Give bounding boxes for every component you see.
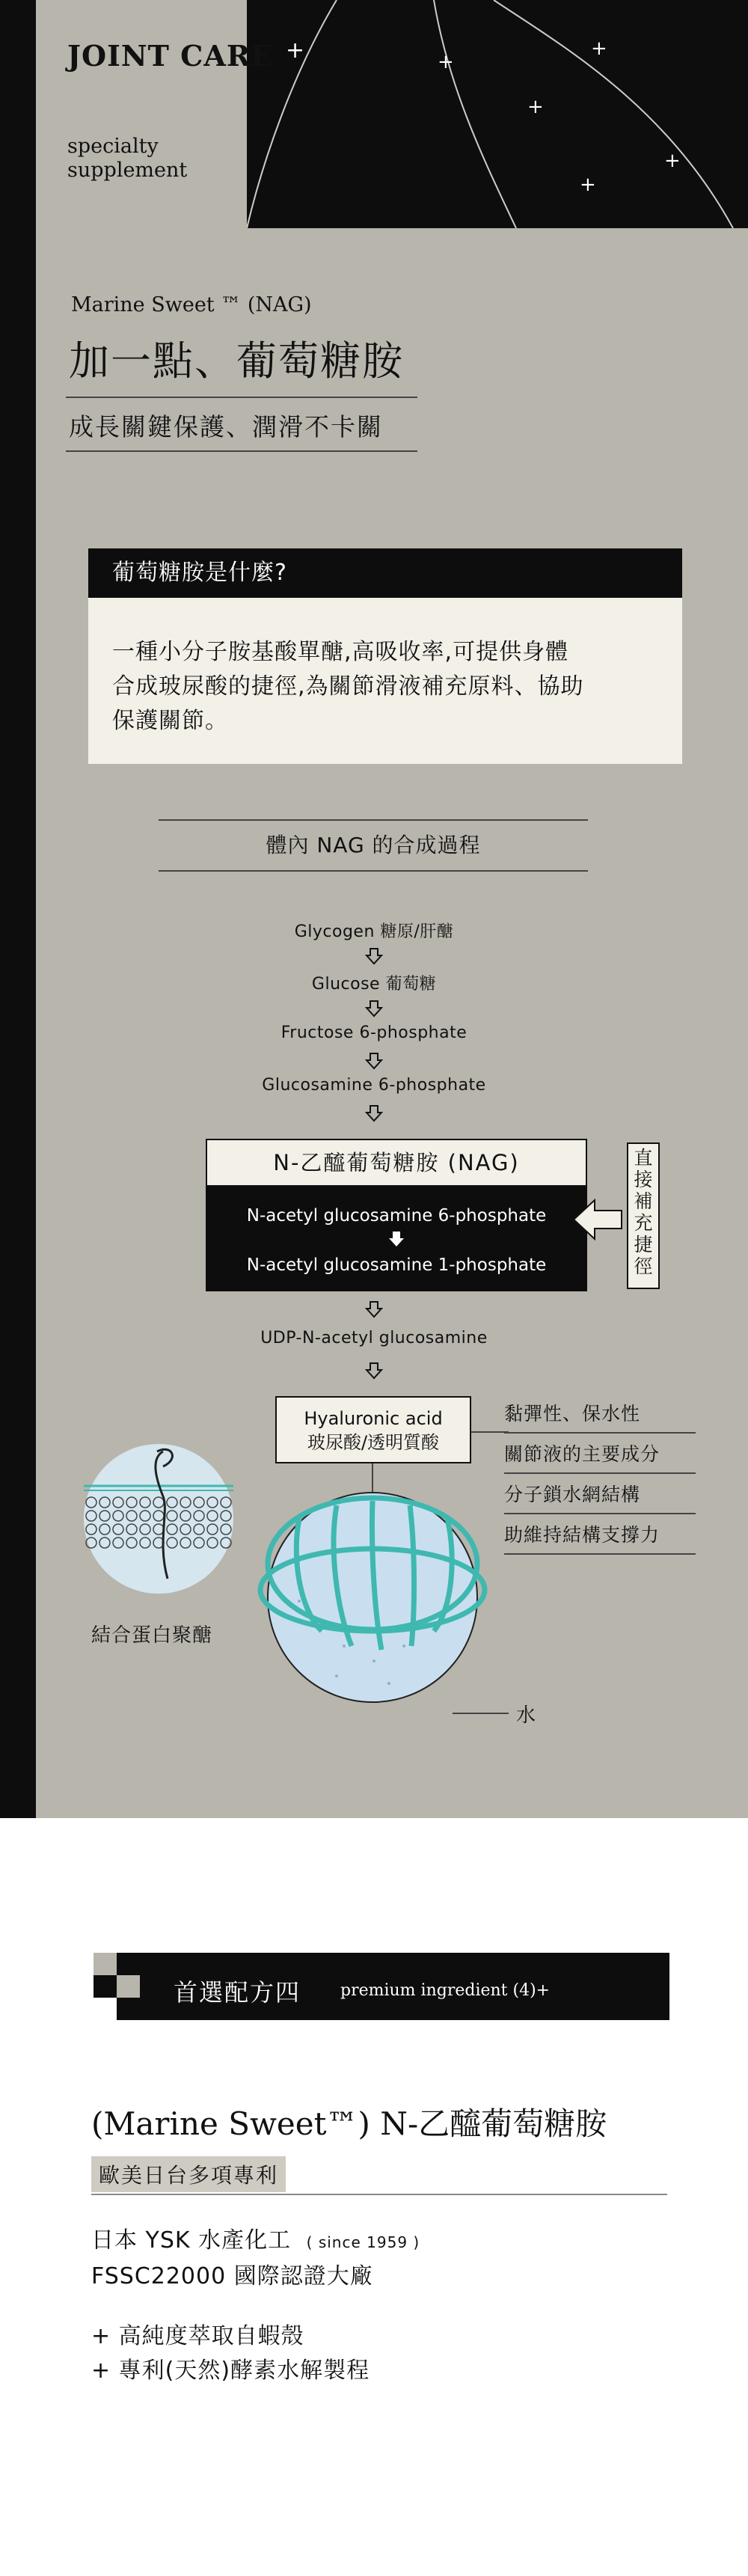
feature-item: + 專利(天然)酵素水解製程 [91,2358,370,2384]
side-char: 捷 [634,1234,653,1255]
ingredient-label-cn: 首選配方四 [174,1978,301,2007]
feature-item: + 高純度萃取自蝦殼 [91,2323,304,2349]
down-arrow-icon [387,1230,405,1248]
nag-6-phosphate: N-acetyl glucosamine 6-phosphate [246,1206,547,1226]
product-subtitle: Marine Sweet ™ (NAG) [71,293,312,316]
star-plus-2: + [591,37,607,60]
step-glucosamine: Glucosamine 6-phosphate [262,1076,486,1095]
ingredient-title: (Marine Sweet™) N-乙醯葡萄糖胺 [91,2105,607,2142]
property-joint-fluid: 關節液的主要成分 [504,1440,696,1474]
side-char: 直 [634,1147,653,1169]
nag-panel [206,1187,587,1291]
maker-line-2: FSSC22000 國際認證大廠 [91,2263,373,2289]
side-char: 接 [634,1169,653,1190]
title-rule [66,397,417,398]
maker-info [91,2224,420,2294]
side-char: 充 [634,1212,653,1234]
direct-shortcut-label [627,1142,660,1289]
ingredient-label-en: premium ingredient (4)+ [340,1981,551,2000]
what-is-body [88,598,682,764]
protein-label: 結合蛋白聚醣 [91,1624,213,1647]
down-arrow-icon [365,1362,383,1380]
step-glucose: Glucose 葡萄糖 [311,975,437,994]
checker-cell [117,1975,140,1998]
specialty-line-1: specialty [67,135,159,158]
specialty-text [67,135,187,183]
tagline: 成長關鍵保護、潤滑不卡關 [69,412,383,441]
water-label: 水 [516,1704,537,1727]
what-is-line-2: 合成玻尿酸的捷徑,為關節滑液補充原料、協助 [112,673,584,700]
feature-list [91,2319,370,2388]
star-plus-3: + [527,96,544,118]
hyaluronic-molecule-illustration [75,1437,524,1751]
left-arrow-icon [572,1197,625,1242]
brand-plus-mark: + [286,37,305,64]
synthesis-title: 體內 NAG 的合成過程 [159,819,588,872]
down-arrow-icon [365,1000,383,1018]
maker-since: ( since 1959 ) [306,2233,420,2251]
connector-line [471,1431,509,1434]
constellation-lines [247,0,748,228]
down-arrow-icon [365,1300,383,1318]
property-support: 助維持結構支撐力 [504,1520,696,1555]
down-arrow-icon [365,1052,383,1070]
down-arrow-icon [365,947,383,965]
checker-cell [94,1998,117,2020]
tagline-rule [66,450,417,452]
left-black-bar [0,0,36,1818]
brand-title: JOINT CARE [67,39,274,73]
step-udp: UDP-N-acetyl glucosamine [260,1329,488,1347]
patent-rule [91,2194,667,2195]
step-fructose: Fructose 6-phosphate [280,1024,468,1042]
hyaluronic-en: Hyaluronic acid [304,1408,443,1429]
what-is-line-3: 保護關節。 [112,708,228,734]
property-water-lock: 分子鎖水網結構 [504,1480,696,1514]
page-title: 加一點、葡萄糖胺 [69,337,404,385]
maker-name: 日本 YSK 水產化工 [91,2227,292,2254]
what-is-heading: 葡萄糖胺是什麼? [88,548,682,598]
patent-badge: 歐美日台多項專利 [91,2156,286,2192]
hyaluronic-cn: 玻尿酸/透明質酸 [307,1432,440,1453]
star-plus-4: + [664,150,681,172]
header-dark-panel [247,0,748,228]
side-char: 徑 [634,1255,653,1277]
star-plus-5: + [580,174,596,196]
star-plus-1: + [438,51,454,73]
checker-icon [94,1953,140,2020]
what-is-line-1: 一種小分子胺基酸單醣,高吸收率,可提供身體 [112,639,569,665]
property-elasticity: 黏彈性、保水性 [504,1399,696,1434]
nag-heading: N-乙醯葡萄糖胺 (NAG) [206,1139,587,1187]
step-glycogen: Glycogen 糖原/肝醣 [294,923,454,941]
down-arrow-icon [365,1104,383,1122]
maker-line-1 [91,2224,420,2260]
side-char: 補 [634,1190,653,1212]
checker-cell [94,1953,117,1975]
specialty-line-2: supplement [67,159,188,182]
nag-1-phosphate: N-acetyl glucosamine 1-phosphate [246,1255,547,1275]
